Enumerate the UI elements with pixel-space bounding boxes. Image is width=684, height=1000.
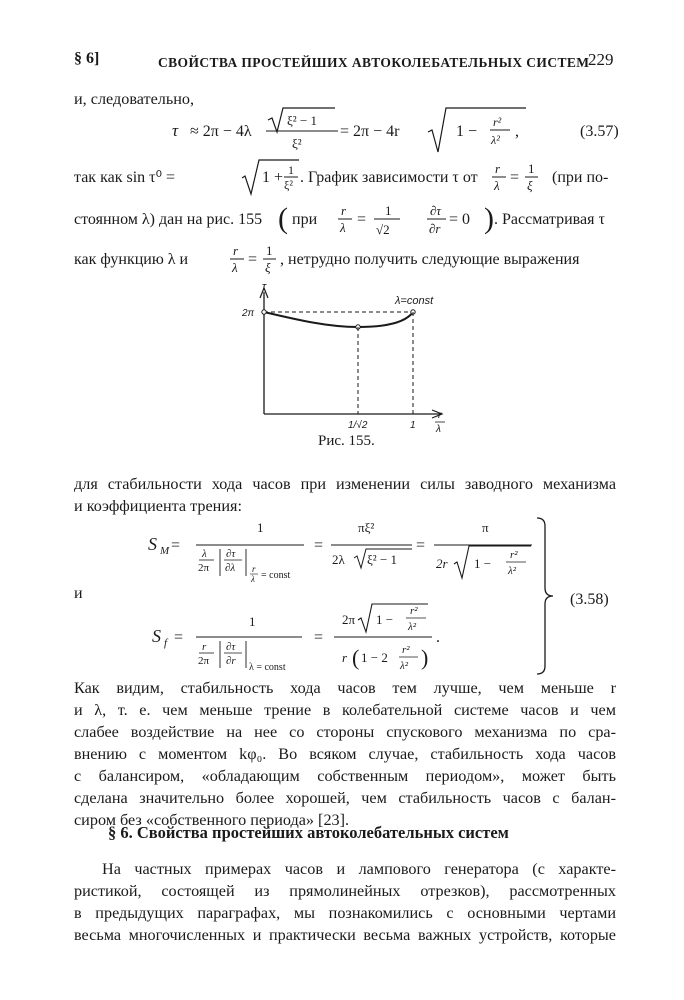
fig-y-tick: 2π <box>242 308 255 319</box>
eq358-lam2-c: λ² <box>400 660 409 672</box>
conclusion-line-6: сделана значительно более хорошей, чем стабильность часов с балан- <box>74 789 616 807</box>
conclusion-line-4: внению с моментом kφ₀. Во всяком случае, стабильность хода часов <box>74 745 616 763</box>
eq357-tau: τ <box>172 121 179 140</box>
since-r: r <box>495 161 501 176</box>
eq357-comma: , <box>515 123 519 140</box>
eq357-den: ξ² <box>292 136 302 151</box>
eq358-cond1: = const <box>261 570 291 581</box>
eq358-dtau-b: ∂τ <box>226 641 236 653</box>
eq357-eq: = 2π − 4r <box>340 123 400 140</box>
conclusion-line-1: Как видим, стабильность хода часов тем лучше, чем меньше r <box>74 679 616 697</box>
conclusion-line-7: сиром без «собственного периода» [23]. <box>74 811 350 829</box>
const-sqrt2: √2 <box>376 222 390 237</box>
paragraph-final <box>74 858 616 946</box>
since-xi2: ξ² <box>284 178 293 192</box>
eq358-2r: 2r <box>436 556 448 571</box>
stability-line-2: и коэффициента трения: <box>74 497 242 515</box>
func-t1: как функцию λ и <box>74 251 189 268</box>
equation-3-57 <box>160 104 630 162</box>
final-line-3: в предыдущих параграфах, мы познакомились с основными чертами <box>74 904 616 922</box>
figure-caption: Рис. 155. <box>318 433 375 449</box>
eq358-eq1: = <box>171 537 181 554</box>
since-one2: 1 <box>528 161 535 176</box>
since-t2: . График зависимости τ от <box>300 169 478 186</box>
const-lam: λ <box>340 220 346 235</box>
line-function <box>74 240 620 280</box>
since-t1: так как sin τ⁰ = <box>74 169 176 186</box>
since-t3: (при по- <box>552 169 609 186</box>
fig-x-tick2: 1 <box>410 420 416 431</box>
line-const <box>74 198 620 240</box>
fig-curve <box>264 312 413 327</box>
fig-x-label-den: λ <box>436 424 441 432</box>
figure-155 <box>228 282 458 432</box>
since-eq: = <box>510 169 520 186</box>
eq358-dot: . <box>436 629 440 646</box>
conclusion-line-2: и λ, т. е. чем меньше трение в колебательной системе часов и чем <box>74 701 616 719</box>
eq358-pi: π <box>482 520 489 535</box>
const-t1: стоянном λ) дан на рис. 155 <box>74 211 263 228</box>
paragraph-stability <box>74 473 616 517</box>
since-one: 1 <box>288 163 294 177</box>
func-r: r <box>233 243 239 258</box>
eq358-brace <box>537 518 553 674</box>
eq358-r-b: r <box>202 641 207 653</box>
eq358-2pi-c: 2π <box>342 612 356 627</box>
eq358-xi2m1: ξ² − 1 <box>367 552 398 567</box>
func-t2: , нетрудно получить следующие выражения <box>280 251 580 268</box>
const-eq: = <box>357 211 367 228</box>
eq358-eq5: = <box>314 629 324 646</box>
eq358-eq2: = <box>314 537 324 554</box>
eq357-number: (3.57) <box>580 123 619 140</box>
eq358-cond-lam: λ <box>251 574 255 584</box>
final-line-2: ристикой, состоящей из прямолинейных отрезков), рассмотренных <box>74 882 616 900</box>
stability-line-1: для стабильности хода часов при изменении силы заводного механизма <box>74 475 616 493</box>
eq358-pixi2: πξ² <box>358 520 375 535</box>
line-since <box>74 156 620 198</box>
eq358-sf-sub: f <box>164 637 168 649</box>
func-lam: λ <box>232 260 238 275</box>
const-r: r <box>341 203 347 218</box>
since-under: 1 + <box>262 169 284 186</box>
eq358-r2-b: r² <box>410 605 418 617</box>
const-dr: ∂r <box>429 221 441 236</box>
header-section: § 6] <box>74 50 100 67</box>
func-xi: ξ <box>265 260 271 275</box>
eq358-one1: 1 <box>257 520 264 535</box>
eq358-sm-sub: M <box>160 545 170 557</box>
eq358-eq3: = <box>416 537 426 554</box>
func-eq: = <box>248 251 258 268</box>
eq358-sm: S <box>148 534 157 554</box>
intro-text: и, следовательно, <box>74 90 195 108</box>
eq358-lam-a: λ <box>202 548 207 560</box>
fig-curve-label: λ=const <box>395 295 434 307</box>
final-line-4: весьма многочисленных и практически весьма важных устройств, которые <box>74 926 616 944</box>
eq358-dr: ∂r <box>226 655 236 667</box>
eq358-2pi-a: 2π <box>198 562 210 574</box>
eq358-oneminus2: 1 − 2 <box>361 650 388 665</box>
eq358-cond2: λ = const <box>249 662 286 673</box>
conclusion-line-5: с балансиром, «обладающим собственным периодом», может быть <box>74 767 616 785</box>
fig-x-tick1: 1/√2 <box>348 420 368 431</box>
eq358-number: (3.58) <box>570 591 609 608</box>
header-title: СВОЙСТВА ПРОСТЕЙШИХ АВТОКОЛЕБАТЕЛЬНЫХ СИСТЕМ <box>158 55 590 70</box>
eq357-approx: ≈ 2π − 4λ <box>190 123 252 140</box>
eq358-oneminus-b: 1 − <box>376 612 394 627</box>
eq358-2pi-b: 2π <box>198 655 210 667</box>
const-pri: при <box>292 211 318 228</box>
eq358-r2-a: r² <box>510 549 518 561</box>
eq357-r2: r² <box>493 115 502 129</box>
eq358-cond-r: r <box>252 564 256 574</box>
fig-x-label-num: r <box>438 410 442 421</box>
since-lam: λ <box>494 178 500 193</box>
func-one: 1 <box>266 243 273 258</box>
const-dtau: ∂τ <box>430 203 442 218</box>
fig-y-label: τ <box>262 282 267 293</box>
eq358-dlam: ∂λ <box>225 562 236 574</box>
eq358-lam2-a: λ² <box>508 565 517 577</box>
eq358-2lam: 2λ <box>332 552 345 567</box>
conclusion-line-3: слабее воздействие на нее со стороны спускового механизма по сра- <box>74 723 616 741</box>
page-number: 229 <box>588 50 614 69</box>
fig-point-start <box>262 310 266 314</box>
final-line-1: На частных примерах часов и лампового генератора (с характе- <box>102 860 616 878</box>
eq358-lpar: ( <box>352 645 360 670</box>
eq358-oneminus-a: 1 − <box>474 556 492 571</box>
eq358-rpar: ) <box>421 645 429 670</box>
eq358-lam2-b: λ² <box>408 621 417 633</box>
paragraph-conclusion <box>74 677 616 831</box>
eq358-r2-c: r² <box>402 644 410 656</box>
const-zero: = 0 <box>449 211 471 228</box>
const-rpar: ) <box>484 202 494 235</box>
eq357-num: ξ² − 1 <box>287 113 318 128</box>
eq358-and: и <box>74 585 83 602</box>
eq357-lam2: λ² <box>491 133 500 147</box>
const-one: 1 <box>385 203 392 218</box>
since-xi: ξ <box>527 178 533 193</box>
eq358-eq4: = <box>174 629 184 646</box>
section-heading: § 6. Свойства простейших автоколебательных систем <box>108 823 509 842</box>
eq357-under: 1 − <box>456 123 478 140</box>
eq358-dtau-a: ∂τ <box>226 548 236 560</box>
eq358-one2: 1 <box>249 614 256 629</box>
eq358-sf: S <box>152 626 161 646</box>
const-t2: . Рассматривая τ <box>494 211 605 228</box>
const-lpar: ( <box>278 202 288 235</box>
eq358-r-paren: r <box>342 650 348 665</box>
equation-3-58 <box>74 512 634 682</box>
